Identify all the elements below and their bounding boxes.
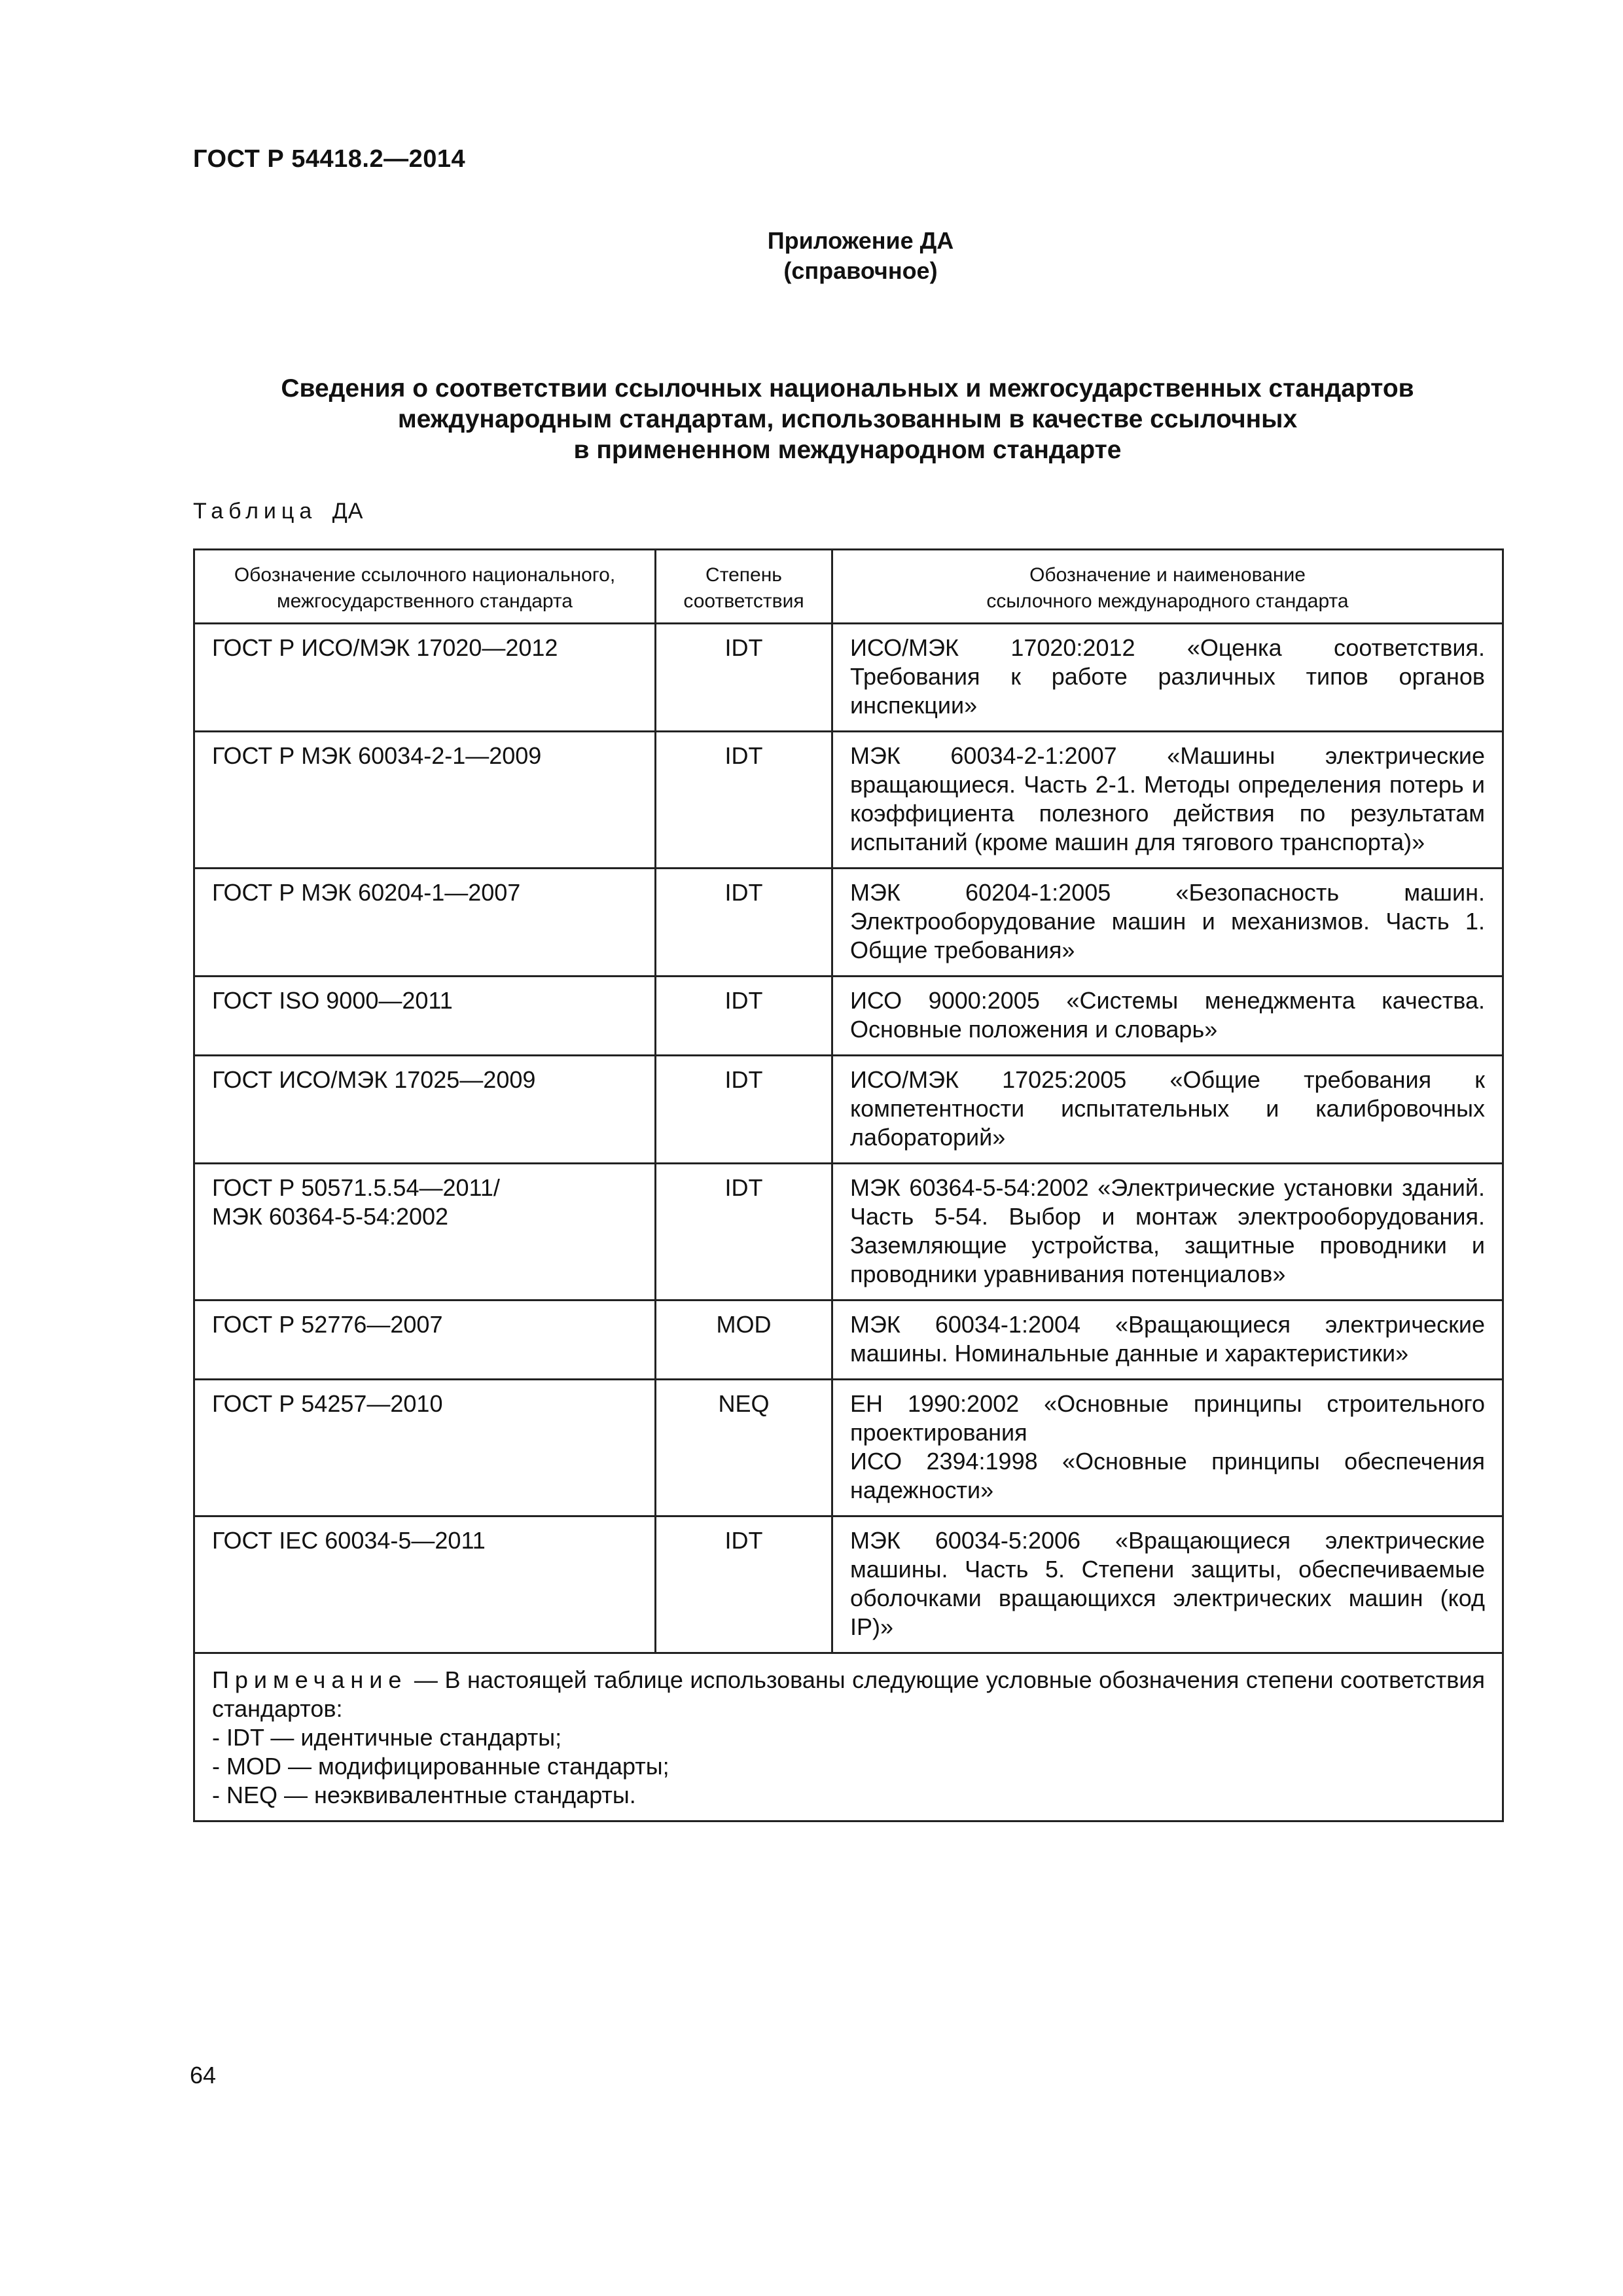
table-row bbox=[194, 977, 1503, 1056]
table-row bbox=[194, 1516, 1503, 1653]
degree-cell: IDT bbox=[656, 624, 832, 732]
table-row bbox=[194, 1164, 1503, 1300]
national-standard-cell: ГОСТ Р МЭК 60204-1—2007 bbox=[194, 869, 656, 977]
header-national-standard: Обозначение ссылочного национального, межгосударственного стандарта bbox=[194, 550, 656, 624]
section-title-line: международным стандартам, использованным в качестве ссылочных bbox=[397, 405, 1298, 433]
degree-cell: IDT bbox=[656, 1056, 832, 1164]
national-standard-cell: ГОСТ Р 50571.5.54—2011/ МЭК 60364-5-54:2002 bbox=[194, 1164, 656, 1300]
page-header-standard-id: ГОСТ Р 54418.2—2014 bbox=[193, 145, 466, 173]
header-degree: Степень соответствия bbox=[656, 550, 832, 624]
appendix-title: Приложение ДА bbox=[767, 227, 954, 254]
table-row bbox=[194, 1380, 1503, 1516]
table-row bbox=[194, 624, 1503, 732]
appendix-subtitle: (справочное) bbox=[783, 257, 938, 284]
header-international-standard: Обозначение и наименование ссылочного международного стандарта bbox=[832, 550, 1503, 624]
national-standard-cell: ГОСТ Р ИСО/МЭК 17020—2012 bbox=[194, 624, 656, 732]
national-standard-cell: ГОСТ Р 52776—2007 bbox=[194, 1300, 656, 1380]
degree-cell: NEQ bbox=[656, 1380, 832, 1516]
international-standard-cell: МЭК 60034-1:2004 «Вращающиеся электрические машины. Номинальные данные и характеристики» bbox=[832, 1300, 1503, 1380]
degree-cell: IDT bbox=[656, 869, 832, 977]
table-note-row bbox=[194, 1653, 1503, 1821]
national-standard-cell: ГОСТ IEC 60034-5—2011 bbox=[194, 1516, 656, 1653]
section-title bbox=[193, 373, 1502, 465]
national-standard-cell: ГОСТ ISO 9000—2011 bbox=[194, 977, 656, 1056]
degree-cell: IDT bbox=[656, 1164, 832, 1300]
table-row bbox=[194, 1300, 1503, 1380]
degree-cell: IDT bbox=[656, 732, 832, 869]
table-caption-number: ДА bbox=[332, 499, 364, 524]
table-row bbox=[194, 1056, 1503, 1164]
note-item: - MOD — модифицированные стандарты; bbox=[212, 1753, 669, 1780]
international-standard-cell: ИСО 9000:2005 «Системы менеджмента качества. Основные положения и словарь» bbox=[832, 977, 1503, 1056]
international-standard-cell: МЭК 60364-5-54:2002 «Электрические установки зданий. Часть 5-54. Выбор и монтаж электрооборудования. Заземляющие устройства, защитные проводники и проводники уравнивания потенциалов» bbox=[832, 1164, 1503, 1300]
table-caption-word: Таблица bbox=[193, 499, 317, 524]
section-title-line: в примененном международном стандарте bbox=[573, 436, 1122, 464]
table-header-row bbox=[194, 550, 1503, 624]
table-note bbox=[194, 1653, 1503, 1821]
table-caption bbox=[193, 499, 363, 524]
note-label: Примечание bbox=[212, 1666, 408, 1693]
note-intro bbox=[212, 1666, 1485, 1723]
section-title-line: Сведения о соответствии ссылочных национальных и межгосударственных стандартов bbox=[281, 374, 1414, 403]
international-standard-cell: ИСО/МЭК 17025:2005 «Общие требования к компетентности испытательных и калибровочных лабораторий» bbox=[832, 1056, 1503, 1164]
table-row bbox=[194, 869, 1503, 977]
note-item: - NEQ — неэквивалентные стандарты. bbox=[212, 1782, 636, 1808]
international-standard-cell: ИСО/МЭК 17020:2012 «Оценка соответствия. Требования к работе различных типов органов инспекции» bbox=[832, 624, 1503, 732]
appendix-heading bbox=[0, 226, 1623, 286]
international-standard-cell: МЭК 60034-5:2006 «Вращающиеся электрические машины. Часть 5. Степени защиты, обеспечиваемые оболочками вращающихся электрических машин (код IP)» bbox=[832, 1516, 1503, 1653]
degree-cell: IDT bbox=[656, 977, 832, 1056]
international-standard-cell: ЕН 1990:2002 «Основные принципы строительного проектирования ИСО 2394:1998 «Основные принципы обеспечения надежности» bbox=[832, 1380, 1503, 1516]
note-item: - IDT — идентичные стандарты; bbox=[212, 1724, 562, 1751]
note-intro-text: — В настоящей таблице использованы следующие условные обозначения степени соответствия стандартов: bbox=[212, 1666, 1485, 1722]
table-row bbox=[194, 732, 1503, 869]
national-standard-cell: ГОСТ Р МЭК 60034-2-1—2009 bbox=[194, 732, 656, 869]
national-standard-cell: ГОСТ ИСО/МЭК 17025—2009 bbox=[194, 1056, 656, 1164]
degree-cell: MOD bbox=[656, 1300, 832, 1380]
national-standard-cell: ГОСТ Р 54257—2010 bbox=[194, 1380, 656, 1516]
international-standard-cell: МЭК 60034-2-1:2007 «Машины электрические вращающиеся. Часть 2-1. Методы определения потерь и коэффициента полезного действия по результатам испытаний (кроме машин для тягового транспорта)» bbox=[832, 732, 1503, 869]
page-number: 64 bbox=[190, 2062, 217, 2089]
international-standard-cell: МЭК 60204-1:2005 «Безопасность машин. Электрооборудование машин и механизмов. Часть 1. Общие требования» bbox=[832, 869, 1503, 977]
standards-correspondence-table bbox=[193, 548, 1504, 1822]
degree-cell: IDT bbox=[656, 1516, 832, 1653]
